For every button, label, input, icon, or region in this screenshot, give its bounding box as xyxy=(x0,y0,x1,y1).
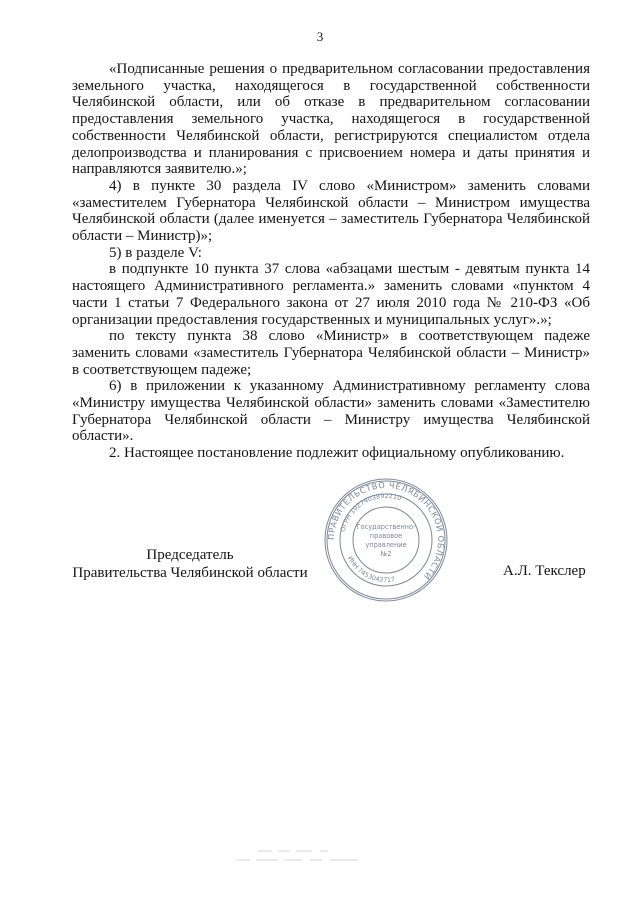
official-seal-stamp xyxy=(323,477,449,603)
signatory-title-line1: Председатель xyxy=(146,547,234,563)
paragraph-item-6: 6) в приложении к указанному Административному регламенту слова «Министру имущества Челябинской области» заменить словами «Заместителю Губернатора Челябинской области – Министру имущества Челябинской области». xyxy=(72,378,590,445)
paragraph-item-38: по тексту пункта 38 слово «Министр» в соответствующем падеже заменить словами «заместитель Губернатора Челябинской области – Министр» в соответствующем падеже; xyxy=(72,328,590,378)
paragraph-item-4: 4) в пункте 30 раздела IV слово «Министром» заменить словами «заместителем Губернатора Челябинской области – Министром имущества Челябинской области (далее именуется – заместитель Губернатора Челябинской области – Министр)»; xyxy=(72,177,590,245)
seal-inner-line2: правовое xyxy=(369,532,403,540)
paragraph-publication: 2. Настоящее постановление подлежит официальному опубликованию. xyxy=(109,445,565,462)
paragraph-quoted-decision: «Подписанные решения о предварительном согласовании предоставления земельного участка, находящегося в государственной собственности Челябинской области, или об отказе в предварительном согласовании предоставления земельного участка, находящегося в государственной собственности Челябинской области, регистрируются специалистом отдела делопроизводства и планирования с присвоением номера и даты принятия и направляются заявителю.»; xyxy=(72,61,590,178)
paragraph-item-5: 5) в разделе V: xyxy=(109,244,202,261)
page-number: 3 xyxy=(316,29,324,44)
seal-inner-line1: Государственно- xyxy=(356,523,416,531)
seal-outer-text: ПРАВИТЕЛЬСТВО ЧЕЛЯБИНСКОЙ ОБЛАСТИ xyxy=(325,479,447,582)
document-body xyxy=(72,61,590,462)
seal-inn: ИНН 7453042717 xyxy=(345,554,396,585)
paragraph-subitem-10: в подпункте 10 пункта 37 слова «абзацами шестым - девятым пункта 14 настоящего Административного регламента.» заменить словами «пунктом 4 части 1 статьи 7 Федерального закона от 27 июля 2010 года № 210-ФЗ «Об организации предоставления государственных и муниципальных услуг».»; xyxy=(72,261,590,328)
seal-ogrn: ОГРН 1027403892210 xyxy=(338,491,403,533)
signatory-name: А.Л. Текслер xyxy=(503,563,586,579)
seal-inner-line4: №2 xyxy=(380,550,392,558)
signatory-title-line2: Правительства Челябинской области xyxy=(72,565,308,581)
signatory-title xyxy=(70,546,310,582)
faint-scan-mark xyxy=(232,846,362,866)
seal-inner-line3: управление xyxy=(365,541,407,549)
